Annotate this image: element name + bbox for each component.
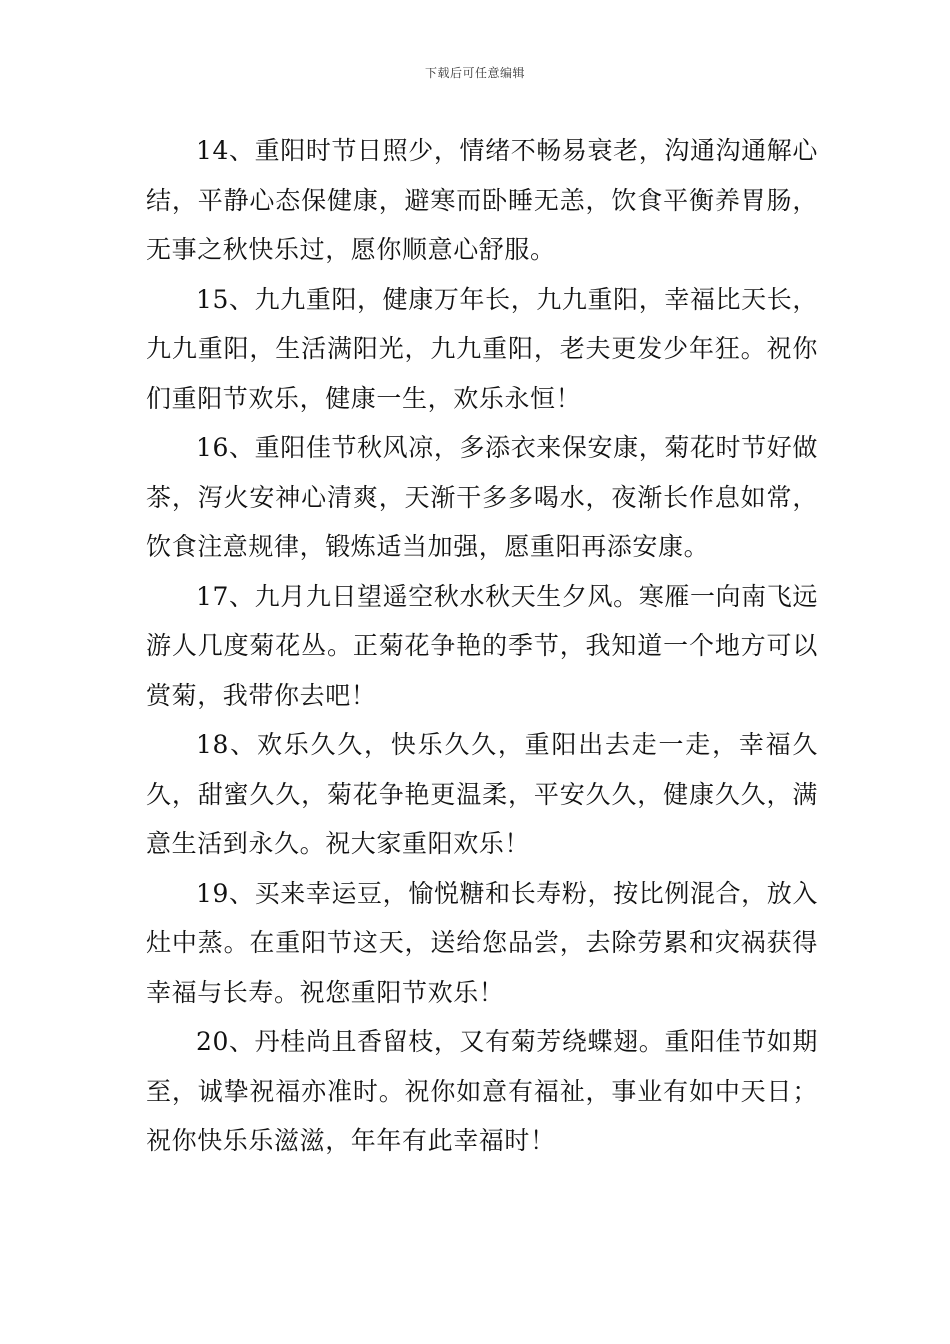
paragraph-19: 19、买来幸运豆，愉悦糖和长寿粉，按比例混合，放入灶中蒸。在重阳节这天，送给您品尝，去除劳累和灾祸获得幸福与长寿。祝您重阳节欢乐！ xyxy=(146,878,818,1007)
paragraph-17: 17、九月九日望遥空秋水秋天生夕风。寒雁一向南飞远游人几度菊花丛。正菊花争艳的季节，我知道一个地方可以赏菊，我带你去吧！ xyxy=(146,581,818,710)
document-body xyxy=(146,126,818,1166)
paragraph-20: 20、丹桂尚且香留枝，又有菊芳绕蝶翅。重阳佳节如期至，诚挚祝福亦准时。祝你如意有福祉，事业有如中天日；祝你快乐乐滋滋，年年有此幸福时！ xyxy=(146,1027,818,1155)
paragraph-14: 14、重阳时节日照少，情绪不畅易衰老，沟通沟通解心结，平静心态保健康，避寒而卧睡无恙，饮食平衡养胃肠，无事之秋快乐过，愿你顺意心舒服。 xyxy=(146,136,818,264)
header-note: 下载后可任意编辑 xyxy=(424,66,525,80)
paragraph-18: 18、欢乐久久，快乐久久，重阳出去走一走，幸福久久，甜蜜久久，菊花争艳更温柔，平安久久，健康久久，满意生活到永久。祝大家重阳欢乐！ xyxy=(146,730,818,858)
paragraph-15: 15、九九重阳，健康万年长，九九重阳，幸福比天长，九九重阳，生活满阳光，九九重阳，老夫更发少年狂。祝你们重阳节欢乐，健康一生，欢乐永恒！ xyxy=(146,284,818,413)
paragraph-16: 16、重阳佳节秋风凉，多添衣来保安康，菊花时节好做茶，泻火安神心清爽，天渐干多多喝水，夜渐长作息如常，饮食注意规律，锻炼适当加强，愿重阳再添安康。 xyxy=(146,433,818,561)
